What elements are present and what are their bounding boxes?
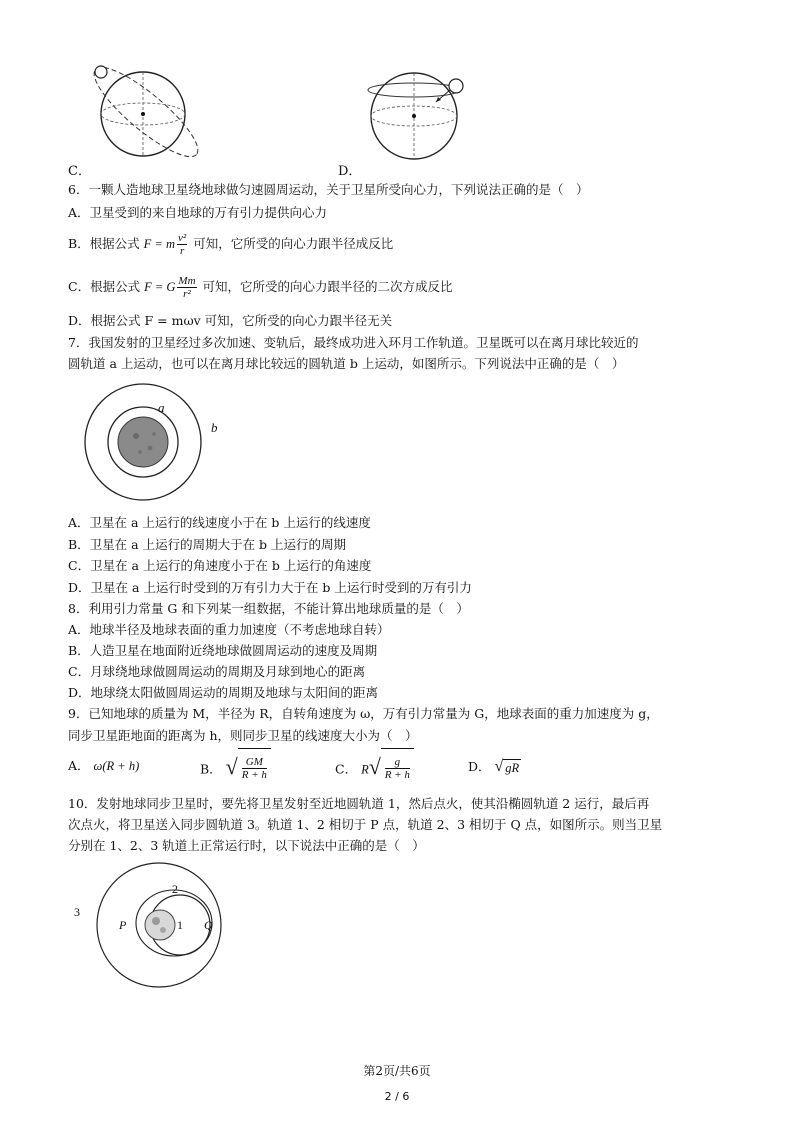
q9-option-c (335, 748, 414, 788)
q7-option-d: D．卫星在 a 上运行时受到的万有引力大于在 b 上运行时受到的万有引力 (68, 580, 472, 595)
q6-option-b-numerator: v² (178, 232, 187, 244)
sqrt-symbol-icon: √ (368, 753, 381, 779)
figure-label-p: P (119, 918, 127, 932)
q9-option-b-numerator: GM (242, 756, 267, 769)
figure-label-a: a (158, 400, 165, 415)
q9-option-d-label: D． (468, 759, 491, 774)
q8-option-b: B．人造卫星在地面附近绕地球做圆周运动的速度及周期 (68, 643, 378, 658)
sqrt-symbol-icon: √ (494, 758, 504, 775)
q9-option-b (200, 748, 271, 788)
q6-option-b-prefix: B．根据公式 (68, 236, 140, 251)
q7-option-c: C．卫星在 a 上运行的角速度小于在 b 上运行的角速度 (68, 558, 372, 573)
q6-option-c-formula-lhs: F = G (144, 280, 176, 294)
q8-stem: 8．利用引力常量 G 和下列某一组数据，不能计算出地球质量的是（ ） (68, 601, 469, 616)
figure-label-2: 2 (172, 882, 178, 896)
q6-option-a: A．卫星受到的来自地球的万有引力提供向心力 (68, 205, 328, 220)
figure-c-label: C． (68, 164, 91, 179)
q9-option-d (468, 756, 521, 778)
figure-transfer-orbits (66, 862, 236, 992)
q9-option-c-label: C． (335, 761, 358, 777)
q6-option-b-suffix: 可知，它所受的向心力跟半径成反比 (193, 236, 394, 251)
figure-label-3: 3 (74, 905, 80, 919)
q7-option-a: A．卫星在 a 上运行的线速度小于在 b 上运行的线速度 (68, 515, 371, 530)
q6-option-c-prefix: C．根据公式 (68, 279, 141, 294)
q10-stem-line-2: 次点火，将卫星送入同步圆轨道 3。轨道 1、2 相切于 P 点，轨道 2、3 相切于 Q 点，如图所示。则当卫星 (68, 817, 663, 832)
q9-option-d-expression: gR (505, 760, 520, 775)
page-footer: 第2页/共6页 (363, 1064, 431, 1078)
sqrt-symbol-icon: √ (225, 753, 238, 779)
q6-option-b-fraction (177, 232, 187, 257)
q9-option-a-expression: ω(R + h) (93, 759, 140, 773)
q10-stem-line-1: 10．发射地球同步卫星时，要先将卫星发射至近地圆轨道 1，然后点火，使其沿椭圆轨道 2 运行，最后再 (68, 796, 650, 811)
q6-option-b (68, 227, 393, 261)
q9-option-a (68, 758, 139, 774)
q9-option-c-sqrt (369, 748, 414, 785)
q8-option-d: D．地球绕太阳做圆周运动的周期及地球与太阳间的距离 (68, 685, 379, 700)
figure-label-b: b (211, 420, 218, 435)
q6-option-c (68, 270, 453, 304)
q9-option-b-denominator: R + h (241, 768, 267, 781)
q9-stem-line-1: 9．已知地球的质量为 M，半径为 R，自转角速度为 ω，万有引力常量为 G，地球表面的重力加速度为 g， (68, 706, 659, 721)
q9-option-b-label: B． (200, 761, 222, 777)
q8-option-c: C．月球绕地球做圆周运动的周期及月球到地心的距离 (68, 664, 366, 679)
q9-option-d-sqrt (495, 756, 522, 778)
q8-option-a: A．地球半径及地球表面的重力加速度（不考虑地球自转） (68, 622, 390, 637)
q7-stem-line-2: 圆轨道 a 上运动，也可以在离月球比较远的圆轨道 b 上运动，如图所示。下列说法中正确的是（ ） (68, 356, 625, 371)
q9-option-b-sqrt (226, 748, 271, 785)
q6-option-c-fraction (177, 275, 196, 300)
figure-d-label: D． (338, 164, 362, 179)
q9-stem-line-2: 同步卫星距地面的距离为 h，则同步卫星的线速度大小为（ ） (68, 728, 418, 743)
q7-stem-line-1: 7．我国发射的卫星经过多次加速、变轨后，最终成功进入环月工作轨道。卫星既可以在离月球比较近的 (68, 335, 639, 350)
figure-d-orbit (352, 60, 482, 168)
q6-option-c-numerator: Mm (178, 275, 196, 287)
q9-option-c-prefix: R (361, 762, 369, 777)
q9-option-c-numerator: g (385, 756, 410, 769)
figure-moon-orbits (78, 382, 248, 506)
q9-option-a-label: A． (68, 758, 90, 773)
q10-stem-line-3: 分别在 1、2、3 轨道上正常运行时，以下说法中正确的是（ ） (68, 838, 425, 853)
figure-label-q: Q (204, 918, 213, 932)
q9-option-c-denominator: R + h (384, 768, 410, 781)
q6-option-d: D．根据公式 F = mωv 可知，它所受的向心力跟半径无关 (68, 313, 393, 328)
q6-option-b-denominator: r (179, 245, 185, 257)
q7-option-b: B．卫星在 a 上运行的周期大于在 b 上运行的周期 (68, 537, 347, 552)
q6-option-c-denominator: r² (183, 288, 191, 300)
figure-c-orbit (88, 60, 208, 168)
q6-option-c-suffix: 可知，它所受的向心力跟半径的二次方成反比 (202, 279, 453, 294)
q6-option-b-formula-lhs: F = m (143, 237, 176, 251)
pager-indicator: 2 / 6 (384, 1090, 410, 1103)
q6-stem: 6．一颗人造地球卫星绕地球做匀速圆周运动，关于卫星所受向心力，下列说法正确的是（ ） (68, 182, 589, 197)
figure-label-1: 1 (177, 918, 183, 932)
